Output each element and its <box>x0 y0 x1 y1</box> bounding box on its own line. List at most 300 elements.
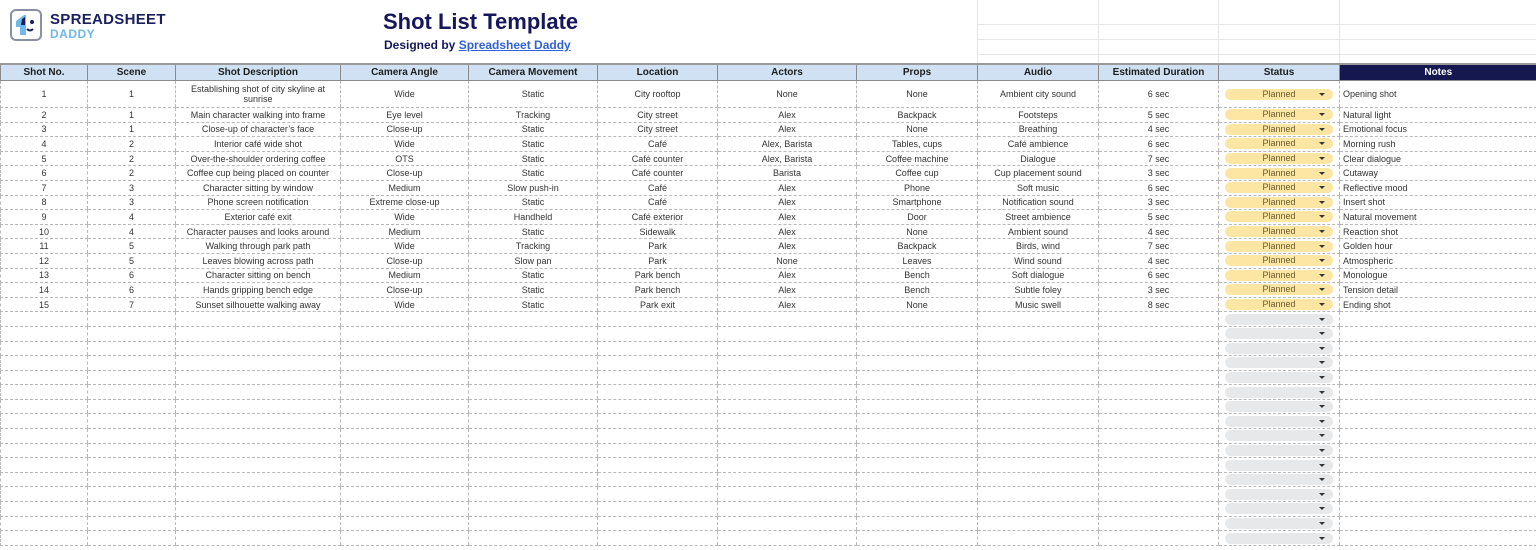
status-dropdown[interactable] <box>1225 372 1333 383</box>
column-header-notes[interactable]: Notes <box>1340 64 1536 81</box>
estimated-duration-cell[interactable]: 3 sec <box>1099 283 1219 298</box>
empty-cell[interactable] <box>1099 399 1219 414</box>
empty-cell[interactable] <box>857 312 978 327</box>
status-dropdown[interactable] <box>1225 503 1333 514</box>
shot-no-cell[interactable]: 10 <box>1 224 88 239</box>
props-cell[interactable]: None <box>857 297 978 312</box>
column-header-status[interactable]: Status <box>1219 64 1340 81</box>
empty-cell[interactable] <box>978 370 1099 385</box>
audio-cell[interactable]: Cup placement sound <box>978 166 1099 181</box>
empty-cell[interactable] <box>1 414 88 429</box>
empty-cell[interactable] <box>176 516 341 531</box>
audio-cell[interactable]: Music swell <box>978 297 1099 312</box>
empty-cell[interactable] <box>341 312 469 327</box>
estimated-duration-cell[interactable]: 6 sec <box>1099 81 1219 108</box>
status-cell[interactable] <box>1219 472 1340 487</box>
estimated-duration-cell[interactable]: 3 sec <box>1099 195 1219 210</box>
empty-cell[interactable] <box>1 399 88 414</box>
empty-cell[interactable] <box>1 312 88 327</box>
column-header-estimated-duration[interactable]: Estimated Duration <box>1099 64 1219 81</box>
empty-cell[interactable] <box>1099 472 1219 487</box>
empty-cell[interactable] <box>978 487 1099 502</box>
empty-cell[interactable] <box>176 429 341 444</box>
shot-no-cell[interactable]: 11 <box>1 239 88 254</box>
empty-cell[interactable] <box>88 341 176 356</box>
actors-cell[interactable]: Alex <box>718 268 857 283</box>
scene-cell[interactable]: 5 <box>88 253 176 268</box>
empty-cell[interactable] <box>1099 516 1219 531</box>
actors-cell[interactable]: Alex <box>718 180 857 195</box>
status-dropdown[interactable] <box>1225 489 1333 500</box>
scene-cell[interactable]: 2 <box>88 166 176 181</box>
empty-cell[interactable] <box>1 472 88 487</box>
empty-cell[interactable] <box>718 487 857 502</box>
empty-cell[interactable] <box>1340 399 1536 414</box>
empty-cell[interactable] <box>1340 326 1536 341</box>
empty-cell[interactable] <box>88 385 176 400</box>
empty-cell[interactable] <box>88 458 176 473</box>
empty-cell[interactable] <box>718 531 857 546</box>
camera-movement-cell[interactable]: Static <box>469 283 598 298</box>
notes-cell[interactable]: Tension detail <box>1340 283 1536 298</box>
status-dropdown[interactable] <box>1225 124 1333 135</box>
column-header-props[interactable]: Props <box>857 64 978 81</box>
scene-cell[interactable]: 2 <box>88 137 176 152</box>
status-dropdown[interactable] <box>1225 474 1333 485</box>
empty-cell[interactable] <box>1099 443 1219 458</box>
empty-cell[interactable] <box>718 312 857 327</box>
estimated-duration-cell[interactable]: 7 sec <box>1099 151 1219 166</box>
empty-cell[interactable] <box>341 341 469 356</box>
empty-cell[interactable] <box>598 370 718 385</box>
empty-cell[interactable] <box>341 370 469 385</box>
empty-cell[interactable] <box>176 487 341 502</box>
props-cell[interactable]: Bench <box>857 283 978 298</box>
location-cell[interactable]: Sidewalk <box>598 224 718 239</box>
actors-cell[interactable]: Alex <box>718 224 857 239</box>
estimated-duration-cell[interactable]: 4 sec <box>1099 122 1219 137</box>
empty-cell[interactable] <box>857 356 978 371</box>
status-dropdown[interactable] <box>1225 518 1333 529</box>
notes-cell[interactable]: Golden hour <box>1340 239 1536 254</box>
empty-cell[interactable] <box>176 341 341 356</box>
empty-cell[interactable] <box>176 531 341 546</box>
audio-cell[interactable]: Breathing <box>978 122 1099 137</box>
scene-cell[interactable]: 1 <box>88 81 176 108</box>
camera-angle-cell[interactable]: Medium <box>341 180 469 195</box>
status-dropdown[interactable] <box>1225 430 1333 441</box>
scene-cell[interactable]: 6 <box>88 283 176 298</box>
empty-cell[interactable] <box>1340 312 1536 327</box>
shot-no-cell[interactable]: 15 <box>1 297 88 312</box>
scene-cell[interactable]: 6 <box>88 268 176 283</box>
actors-cell[interactable]: Alex <box>718 297 857 312</box>
empty-cell[interactable] <box>857 516 978 531</box>
empty-cell[interactable] <box>1340 472 1536 487</box>
empty-cell[interactable] <box>598 531 718 546</box>
empty-cell[interactable] <box>718 516 857 531</box>
empty-cell[interactable] <box>857 531 978 546</box>
props-cell[interactable]: Phone <box>857 180 978 195</box>
actors-cell[interactable]: Alex <box>718 108 857 123</box>
camera-angle-cell[interactable]: Medium <box>341 224 469 239</box>
props-cell[interactable]: Door <box>857 210 978 225</box>
empty-cell[interactable] <box>718 341 857 356</box>
empty-cell[interactable] <box>176 312 341 327</box>
empty-cell[interactable] <box>1099 356 1219 371</box>
camera-angle-cell[interactable]: Close-up <box>341 166 469 181</box>
spreadsheet-daddy-link[interactable]: Spreadsheet Daddy <box>458 38 571 52</box>
empty-cell[interactable] <box>598 443 718 458</box>
empty-cell[interactable] <box>469 414 598 429</box>
empty-cell[interactable] <box>341 458 469 473</box>
actors-cell[interactable]: Alex <box>718 122 857 137</box>
camera-angle-cell[interactable]: Close-up <box>341 283 469 298</box>
empty-cell[interactable] <box>857 443 978 458</box>
status-dropdown[interactable] <box>1225 284 1333 295</box>
estimated-duration-cell[interactable]: 3 sec <box>1099 166 1219 181</box>
empty-cell[interactable] <box>88 356 176 371</box>
empty-cell[interactable] <box>857 341 978 356</box>
empty-cell[interactable] <box>1 443 88 458</box>
empty-cell[interactable] <box>1340 414 1536 429</box>
empty-cell[interactable] <box>718 326 857 341</box>
shot-description-cell[interactable]: Coffee cup being placed on counter <box>176 166 341 181</box>
camera-movement-cell[interactable]: Static <box>469 224 598 239</box>
empty-cell[interactable] <box>1340 458 1536 473</box>
empty-cell[interactable] <box>1 429 88 444</box>
props-cell[interactable]: Backpack <box>857 239 978 254</box>
empty-cell[interactable] <box>1340 531 1536 546</box>
props-cell[interactable]: Coffee machine <box>857 151 978 166</box>
status-dropdown[interactable] <box>1225 211 1333 222</box>
camera-movement-cell[interactable]: Slow pan <box>469 253 598 268</box>
column-header-actors[interactable]: Actors <box>718 64 857 81</box>
camera-movement-cell[interactable]: Static <box>469 137 598 152</box>
estimated-duration-cell[interactable]: 4 sec <box>1099 224 1219 239</box>
empty-cell[interactable] <box>469 341 598 356</box>
camera-angle-cell[interactable]: Extreme close-up <box>341 195 469 210</box>
location-cell[interactable]: Café counter <box>598 151 718 166</box>
empty-cell[interactable] <box>341 472 469 487</box>
scene-cell[interactable]: 2 <box>88 151 176 166</box>
status-dropdown[interactable] <box>1225 182 1333 193</box>
empty-cell[interactable] <box>1 502 88 517</box>
notes-cell[interactable]: Reaction shot <box>1340 224 1536 239</box>
estimated-duration-cell[interactable]: 4 sec <box>1099 253 1219 268</box>
shot-no-cell[interactable]: 9 <box>1 210 88 225</box>
status-dropdown[interactable] <box>1225 387 1333 398</box>
empty-cell[interactable] <box>1099 326 1219 341</box>
empty-cell[interactable] <box>1340 429 1536 444</box>
empty-cell[interactable] <box>341 356 469 371</box>
empty-cell[interactable] <box>469 502 598 517</box>
estimated-duration-cell[interactable]: 8 sec <box>1099 297 1219 312</box>
audio-cell[interactable]: Notification sound <box>978 195 1099 210</box>
camera-movement-cell[interactable]: Static <box>469 297 598 312</box>
location-cell[interactable]: Park bench <box>598 283 718 298</box>
empty-cell[interactable] <box>598 414 718 429</box>
scene-cell[interactable]: 3 <box>88 195 176 210</box>
empty-cell[interactable] <box>176 326 341 341</box>
status-cell[interactable] <box>1219 370 1340 385</box>
location-cell[interactable]: Café <box>598 137 718 152</box>
status-dropdown[interactable] <box>1225 153 1333 164</box>
empty-cell[interactable] <box>469 487 598 502</box>
shot-no-cell[interactable]: 13 <box>1 268 88 283</box>
audio-cell[interactable]: Birds, wind <box>978 239 1099 254</box>
estimated-duration-cell[interactable]: 6 sec <box>1099 268 1219 283</box>
empty-cell[interactable] <box>978 429 1099 444</box>
empty-cell[interactable] <box>978 443 1099 458</box>
shot-description-cell[interactable]: Main character walking into frame <box>176 108 341 123</box>
notes-cell[interactable]: Morning rush <box>1340 137 1536 152</box>
camera-movement-cell[interactable]: Static <box>469 151 598 166</box>
empty-cell[interactable] <box>978 414 1099 429</box>
scene-cell[interactable]: 1 <box>88 122 176 137</box>
empty-cell[interactable] <box>978 312 1099 327</box>
empty-cell[interactable] <box>1099 385 1219 400</box>
empty-cell[interactable] <box>718 429 857 444</box>
empty-cell[interactable] <box>857 429 978 444</box>
empty-cell[interactable] <box>718 399 857 414</box>
empty-cell[interactable] <box>88 429 176 444</box>
actors-cell[interactable]: Alex <box>718 210 857 225</box>
empty-cell[interactable] <box>1099 429 1219 444</box>
actors-cell[interactable]: Barista <box>718 166 857 181</box>
empty-cell[interactable] <box>857 458 978 473</box>
actors-cell[interactable]: None <box>718 253 857 268</box>
status-cell[interactable] <box>1219 385 1340 400</box>
status-dropdown[interactable] <box>1225 226 1333 237</box>
empty-cell[interactable] <box>176 414 341 429</box>
camera-angle-cell[interactable]: Wide <box>341 81 469 108</box>
notes-cell[interactable]: Emotional focus <box>1340 122 1536 137</box>
column-header-audio[interactable]: Audio <box>978 64 1099 81</box>
shot-description-cell[interactable]: Hands gripping bench edge <box>176 283 341 298</box>
column-header-camera-movement[interactable]: Camera Movement <box>469 64 598 81</box>
shot-description-cell[interactable]: Over-the-shoulder ordering coffee <box>176 151 341 166</box>
status-cell[interactable] <box>1219 414 1340 429</box>
empty-cell[interactable] <box>598 312 718 327</box>
empty-cell[interactable] <box>718 443 857 458</box>
empty-cell[interactable] <box>88 531 176 546</box>
camera-movement-cell[interactable]: Static <box>469 166 598 181</box>
empty-cell[interactable] <box>176 472 341 487</box>
notes-cell[interactable]: Opening shot <box>1340 81 1536 108</box>
empty-cell[interactable] <box>978 356 1099 371</box>
empty-cell[interactable] <box>88 414 176 429</box>
notes-cell[interactable]: Clear dialogue <box>1340 151 1536 166</box>
shot-no-cell[interactable]: 1 <box>1 81 88 108</box>
empty-cell[interactable] <box>88 312 176 327</box>
empty-cell[interactable] <box>978 385 1099 400</box>
status-dropdown[interactable] <box>1225 197 1333 208</box>
empty-cell[interactable] <box>88 472 176 487</box>
empty-cell[interactable] <box>718 458 857 473</box>
status-dropdown[interactable] <box>1225 89 1333 100</box>
empty-cell[interactable] <box>1099 370 1219 385</box>
scene-cell[interactable]: 5 <box>88 239 176 254</box>
location-cell[interactable]: City street <box>598 108 718 123</box>
shot-description-cell[interactable]: Leaves blowing across path <box>176 253 341 268</box>
notes-cell[interactable]: Cutaway <box>1340 166 1536 181</box>
status-dropdown[interactable] <box>1225 255 1333 266</box>
empty-cell[interactable] <box>176 458 341 473</box>
empty-cell[interactable] <box>857 326 978 341</box>
empty-cell[interactable] <box>978 399 1099 414</box>
empty-cell[interactable] <box>1340 502 1536 517</box>
location-cell[interactable]: Park bench <box>598 268 718 283</box>
estimated-duration-cell[interactable]: 5 sec <box>1099 108 1219 123</box>
empty-cell[interactable] <box>469 472 598 487</box>
camera-movement-cell[interactable]: Static <box>469 268 598 283</box>
empty-cell[interactable] <box>857 370 978 385</box>
actors-cell[interactable]: None <box>718 81 857 108</box>
empty-cell[interactable] <box>88 443 176 458</box>
empty-cell[interactable] <box>598 458 718 473</box>
shot-no-cell[interactable]: 12 <box>1 253 88 268</box>
audio-cell[interactable]: Ambient sound <box>978 224 1099 239</box>
scene-cell[interactable]: 1 <box>88 108 176 123</box>
empty-cell[interactable] <box>1340 443 1536 458</box>
shot-description-cell[interactable]: Close-up of character’s face <box>176 122 341 137</box>
props-cell[interactable]: Coffee cup <box>857 166 978 181</box>
location-cell[interactable]: Café counter <box>598 166 718 181</box>
empty-cell[interactable] <box>1340 385 1536 400</box>
empty-cell[interactable] <box>718 502 857 517</box>
shot-description-cell[interactable]: Interior café wide shot <box>176 137 341 152</box>
audio-cell[interactable]: Café ambience <box>978 137 1099 152</box>
shot-description-cell[interactable]: Character pauses and looks around <box>176 224 341 239</box>
status-dropdown[interactable] <box>1225 270 1333 281</box>
empty-cell[interactable] <box>88 399 176 414</box>
empty-cell[interactable] <box>1099 502 1219 517</box>
empty-cell[interactable] <box>598 487 718 502</box>
empty-cell[interactable] <box>598 472 718 487</box>
scene-cell[interactable]: 3 <box>88 180 176 195</box>
column-header-location[interactable]: Location <box>598 64 718 81</box>
status-dropdown[interactable] <box>1225 416 1333 427</box>
camera-angle-cell[interactable]: Wide <box>341 137 469 152</box>
audio-cell[interactable]: Street ambience <box>978 210 1099 225</box>
camera-movement-cell[interactable]: Slow push-in <box>469 180 598 195</box>
shot-description-cell[interactable]: Walking through park path <box>176 239 341 254</box>
empty-cell[interactable] <box>1099 531 1219 546</box>
empty-cell[interactable] <box>598 502 718 517</box>
audio-cell[interactable]: Subtle foley <box>978 283 1099 298</box>
notes-cell[interactable]: Natural light <box>1340 108 1536 123</box>
empty-cell[interactable] <box>1 341 88 356</box>
empty-cell[interactable] <box>469 370 598 385</box>
empty-cell[interactable] <box>176 370 341 385</box>
shot-no-cell[interactable]: 5 <box>1 151 88 166</box>
audio-cell[interactable]: Wind sound <box>978 253 1099 268</box>
status-cell[interactable] <box>1219 516 1340 531</box>
status-cell[interactable] <box>1219 429 1340 444</box>
shot-no-cell[interactable]: 4 <box>1 137 88 152</box>
empty-cell[interactable] <box>469 458 598 473</box>
empty-cell[interactable] <box>88 516 176 531</box>
scene-cell[interactable]: 4 <box>88 210 176 225</box>
column-header-camera-angle[interactable]: Camera Angle <box>341 64 469 81</box>
empty-cell[interactable] <box>1 356 88 371</box>
empty-cell[interactable] <box>341 414 469 429</box>
status-cell[interactable] <box>1219 326 1340 341</box>
empty-cell[interactable] <box>1099 414 1219 429</box>
notes-cell[interactable]: Reflective mood <box>1340 180 1536 195</box>
empty-cell[interactable] <box>1099 487 1219 502</box>
camera-angle-cell[interactable]: OTS <box>341 151 469 166</box>
camera-angle-cell[interactable]: Close-up <box>341 122 469 137</box>
empty-cell[interactable] <box>88 487 176 502</box>
camera-movement-cell[interactable]: Handheld <box>469 210 598 225</box>
empty-cell[interactable] <box>598 399 718 414</box>
empty-cell[interactable] <box>469 531 598 546</box>
empty-cell[interactable] <box>1 370 88 385</box>
empty-cell[interactable] <box>176 443 341 458</box>
status-dropdown[interactable] <box>1225 241 1333 252</box>
props-cell[interactable]: Leaves <box>857 253 978 268</box>
actors-cell[interactable]: Alex <box>718 195 857 210</box>
camera-angle-cell[interactable]: Medium <box>341 268 469 283</box>
empty-cell[interactable] <box>1 458 88 473</box>
empty-cell[interactable] <box>857 502 978 517</box>
camera-angle-cell[interactable]: Wide <box>341 239 469 254</box>
empty-cell[interactable] <box>469 516 598 531</box>
empty-cell[interactable] <box>598 429 718 444</box>
scene-cell[interactable]: 4 <box>88 224 176 239</box>
location-cell[interactable]: Café exterior <box>598 210 718 225</box>
actors-cell[interactable]: Alex <box>718 239 857 254</box>
shot-description-cell[interactable]: Establishing shot of city skyline at sunrise <box>176 81 341 108</box>
location-cell[interactable]: Park exit <box>598 297 718 312</box>
empty-cell[interactable] <box>978 531 1099 546</box>
empty-cell[interactable] <box>978 326 1099 341</box>
camera-movement-cell[interactable]: Static <box>469 81 598 108</box>
empty-cell[interactable] <box>598 326 718 341</box>
props-cell[interactable]: Backpack <box>857 108 978 123</box>
empty-cell[interactable] <box>718 472 857 487</box>
audio-cell[interactable]: Soft dialogue <box>978 268 1099 283</box>
status-dropdown[interactable] <box>1225 299 1333 310</box>
location-cell[interactable]: City street <box>598 122 718 137</box>
status-cell[interactable] <box>1219 356 1340 371</box>
status-dropdown[interactable] <box>1225 401 1333 412</box>
empty-cell[interactable] <box>1 516 88 531</box>
empty-cell[interactable] <box>176 385 341 400</box>
camera-movement-cell[interactable]: Tracking <box>469 239 598 254</box>
empty-cell[interactable] <box>341 429 469 444</box>
status-dropdown[interactable] <box>1225 357 1333 368</box>
shot-no-cell[interactable]: 7 <box>1 180 88 195</box>
status-cell[interactable] <box>1219 531 1340 546</box>
empty-cell[interactable] <box>341 516 469 531</box>
column-header-shot-description[interactable]: Shot Description <box>176 64 341 81</box>
status-dropdown[interactable] <box>1225 314 1333 325</box>
estimated-duration-cell[interactable]: 6 sec <box>1099 137 1219 152</box>
audio-cell[interactable]: Ambient city sound <box>978 81 1099 108</box>
empty-cell[interactable] <box>341 326 469 341</box>
status-dropdown[interactable] <box>1225 460 1333 471</box>
status-cell[interactable] <box>1219 487 1340 502</box>
empty-cell[interactable] <box>857 472 978 487</box>
shot-description-cell[interactable]: Exterior café exit <box>176 210 341 225</box>
status-dropdown[interactable] <box>1225 445 1333 456</box>
status-dropdown[interactable] <box>1225 533 1333 544</box>
notes-cell[interactable]: Ending shot <box>1340 297 1536 312</box>
column-header-shot-no[interactable]: Shot No. <box>1 64 88 81</box>
